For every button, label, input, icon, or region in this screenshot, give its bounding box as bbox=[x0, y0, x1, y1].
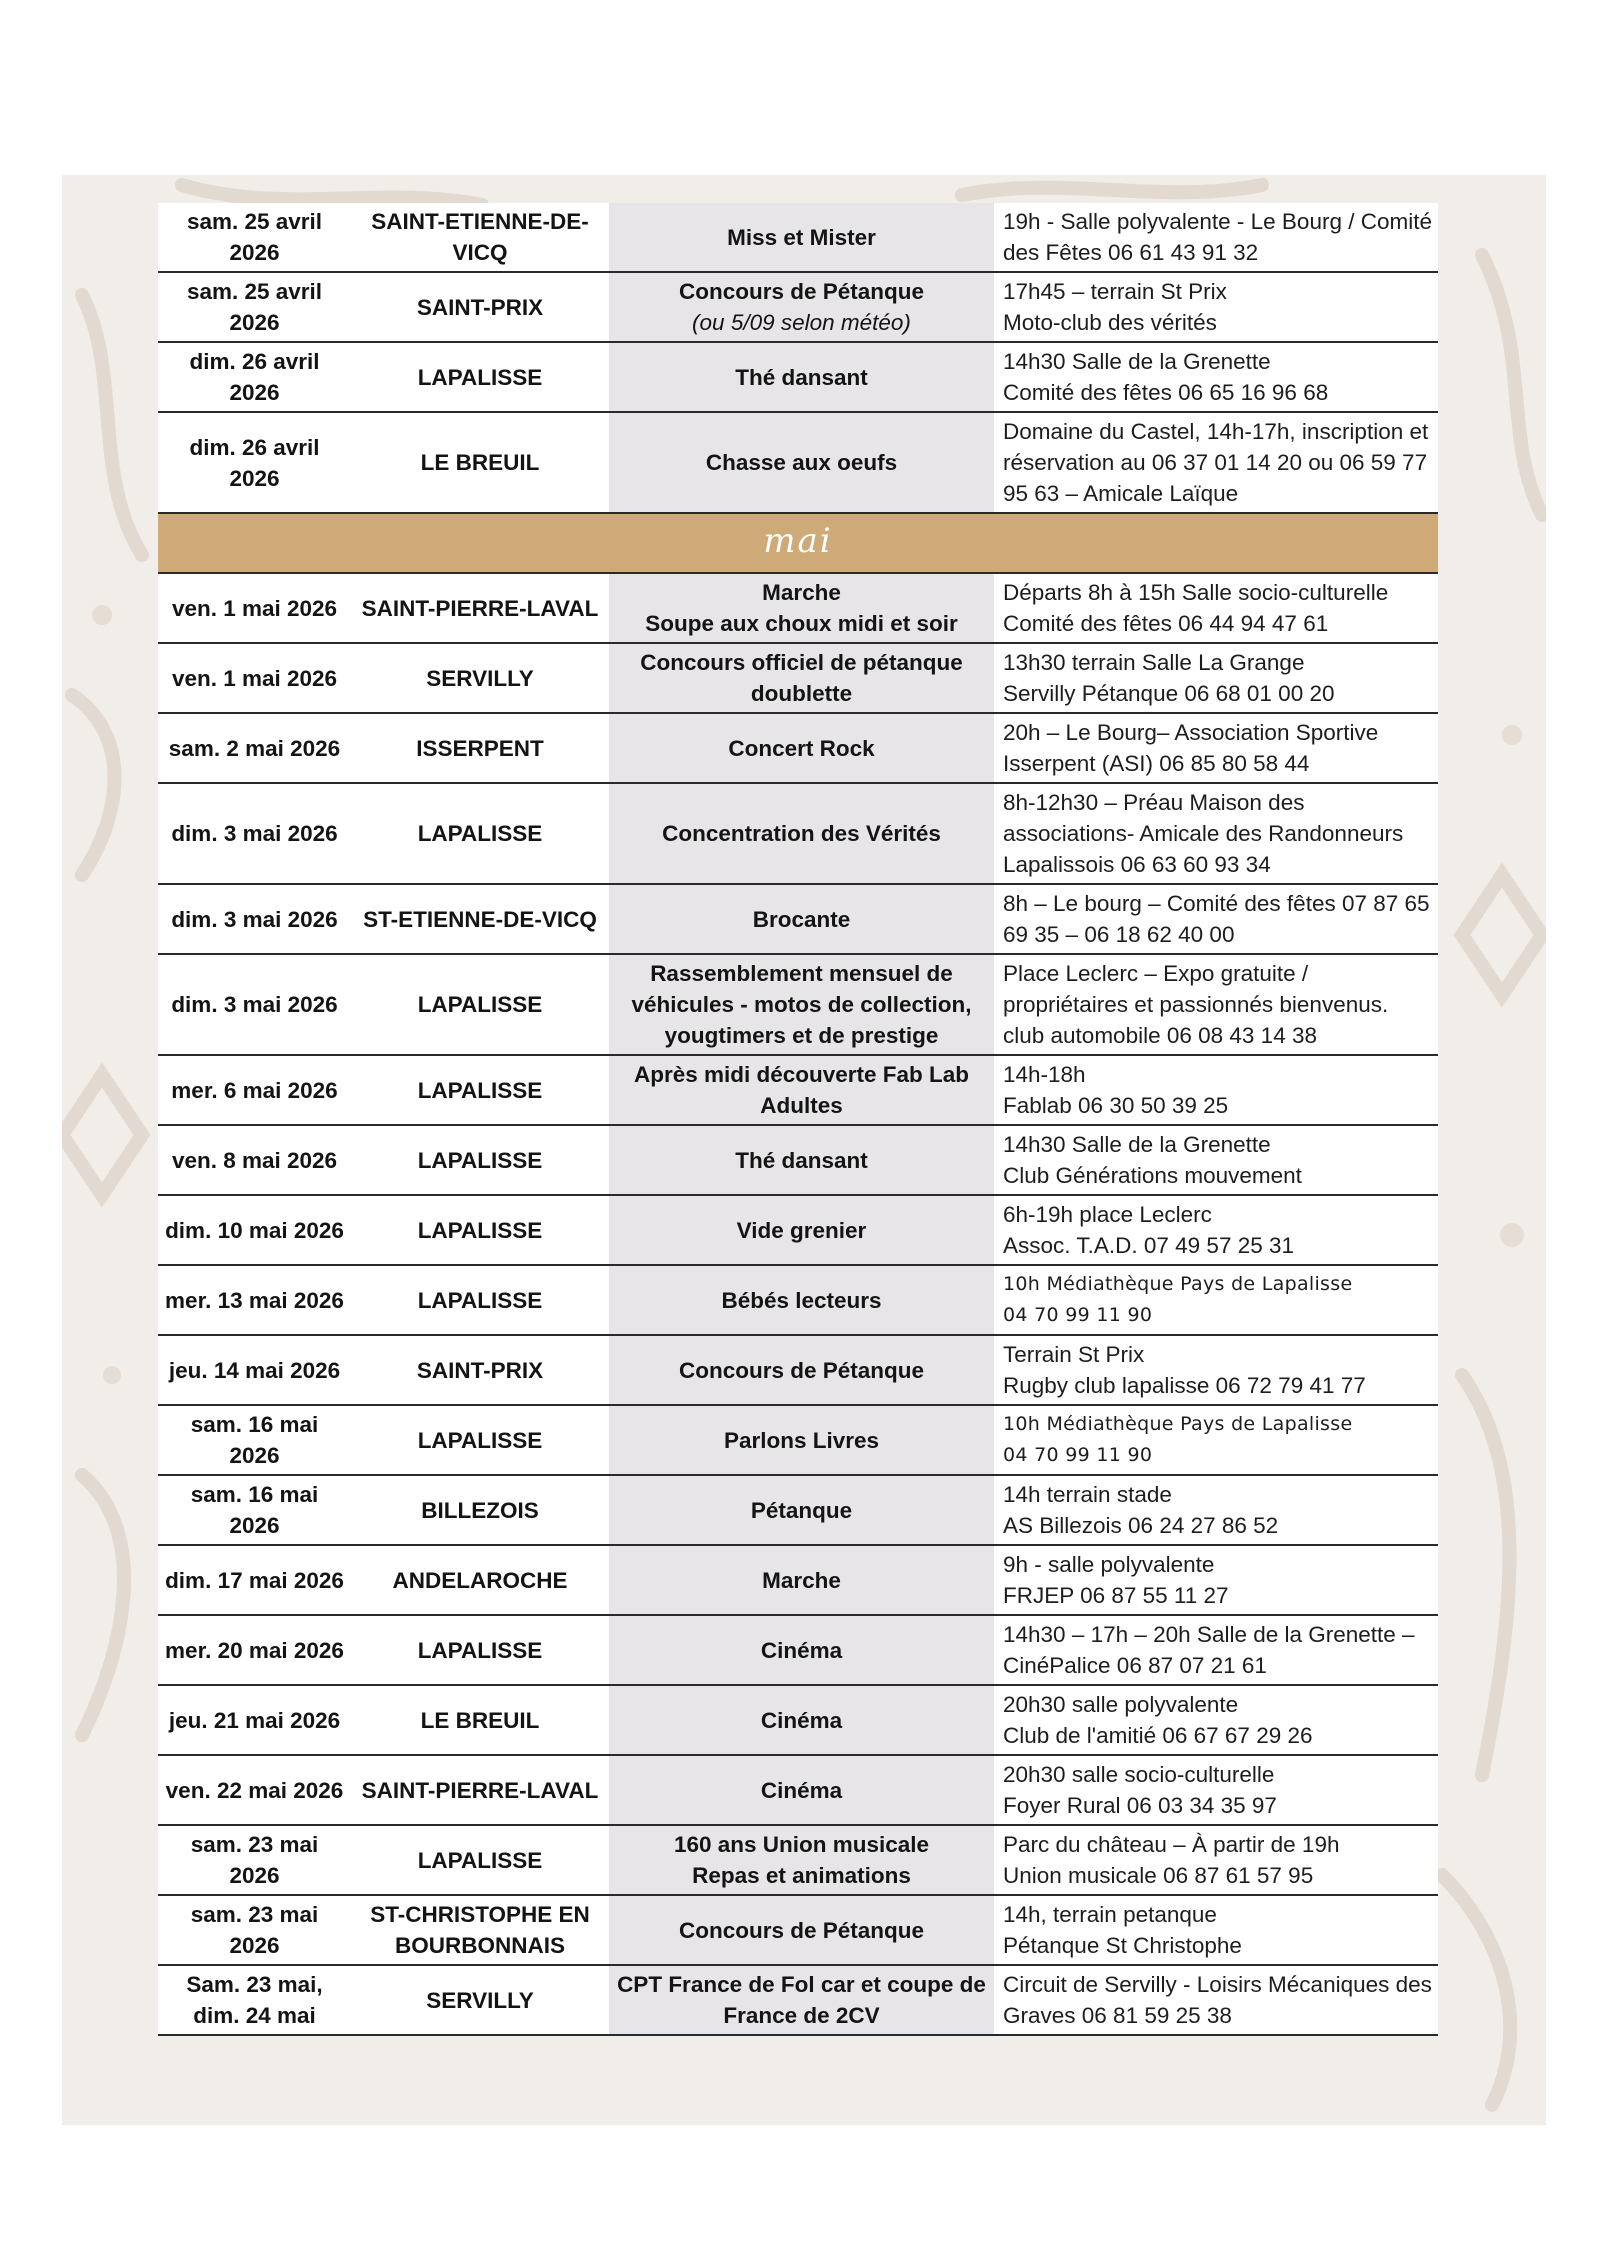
event-details bbox=[994, 1895, 1438, 1965]
event-date: ven. 1 mai 2026 bbox=[158, 643, 351, 713]
event-name-line: Concours officiel de pétanque doublette bbox=[640, 650, 963, 706]
event-date: sam. 2 mai 2026 bbox=[158, 713, 351, 783]
event-name bbox=[609, 1055, 994, 1125]
april-events bbox=[158, 203, 1438, 513]
event-details-line: club automobile 06 08 43 14 38 bbox=[1003, 1023, 1317, 1048]
event-name bbox=[609, 203, 994, 272]
event-date: jeu. 14 mai 2026 bbox=[158, 1335, 351, 1405]
event-name bbox=[609, 643, 994, 713]
event-date: dim. 10 mai 2026 bbox=[158, 1195, 351, 1265]
event-details bbox=[994, 1335, 1438, 1405]
event-name bbox=[609, 783, 994, 884]
event-details-line: Départs 8h à 15h Salle socio-culturelle bbox=[1003, 580, 1389, 605]
event-details bbox=[994, 342, 1438, 412]
event-date: dim. 26 avril 2026 bbox=[158, 412, 351, 513]
event-details-line: 14h30 – 17h – 20h Salle de la Grenette – bbox=[1003, 1622, 1415, 1647]
event-row bbox=[158, 1265, 1438, 1335]
month-label: mai bbox=[763, 521, 833, 561]
event-details bbox=[994, 1195, 1438, 1265]
event-name-line: Concours de Pétanque bbox=[678, 279, 925, 304]
event-name bbox=[609, 1125, 994, 1195]
event-place: ISSERPENT bbox=[351, 713, 609, 783]
event-name-line: Cinéma bbox=[760, 1707, 843, 1733]
event-date: ven. 8 mai 2026 bbox=[158, 1125, 351, 1195]
event-name bbox=[609, 954, 994, 1055]
event-details-line: 04 70 99 11 90 bbox=[1003, 1444, 1153, 1466]
event-details-line: Union musicale 06 87 61 57 95 bbox=[1003, 1863, 1314, 1888]
event-place: BILLEZOIS bbox=[351, 1475, 609, 1545]
event-details bbox=[994, 1125, 1438, 1195]
event-details-line: Circuit de Servilly - Loisirs Mécaniques des Graves 06 81 59 25 38 bbox=[1003, 1972, 1432, 2028]
event-row bbox=[158, 1825, 1438, 1895]
event-details-line: 14h, terrain petanque bbox=[1003, 1902, 1217, 1927]
event-name-line: Après midi découverte Fab Lab Adultes bbox=[633, 1062, 970, 1118]
event-name bbox=[609, 713, 994, 783]
event-name bbox=[609, 1335, 994, 1405]
event-place: SAINT-PIERRE-LAVAL bbox=[351, 1755, 609, 1825]
event-details-line: Rugby club lapalisse 06 72 79 41 77 bbox=[1003, 1373, 1366, 1398]
event-place: LAPALISSE bbox=[351, 1265, 609, 1335]
event-details bbox=[994, 1825, 1438, 1895]
event-place: LAPALISSE bbox=[351, 342, 609, 412]
event-name-line: CPT France de Fol car et coupe de France de 2CV bbox=[617, 1972, 986, 2028]
event-date: dim. 17 mai 2026 bbox=[158, 1545, 351, 1615]
event-details-line: Moto-club des vérités bbox=[1003, 310, 1217, 335]
event-place: LAPALISSE bbox=[351, 1825, 609, 1895]
event-name-line: Thé dansant bbox=[735, 364, 868, 390]
event-place: SAINT-PIERRE-LAVAL bbox=[351, 573, 609, 643]
event-date: mer. 20 mai 2026 bbox=[158, 1615, 351, 1685]
event-details bbox=[994, 1615, 1438, 1685]
event-place: SERVILLY bbox=[351, 643, 609, 713]
event-name bbox=[609, 1825, 994, 1895]
event-date: mer. 6 mai 2026 bbox=[158, 1055, 351, 1125]
event-name-line: Rassemblement mensuel de véhicules - motos de collection, yougtimers et de prestige bbox=[631, 961, 972, 1048]
event-name-line: Repas et animations bbox=[692, 1863, 911, 1888]
event-details-line: 10h Médiathèque Pays de Lapalisse bbox=[1003, 1273, 1353, 1295]
event-name bbox=[609, 1475, 994, 1545]
event-date: sam. 16 mai 2026 bbox=[158, 1405, 351, 1475]
event-details-line: Servilly Pétanque 06 68 01 00 20 bbox=[1003, 681, 1335, 706]
event-name bbox=[609, 1615, 994, 1685]
event-row bbox=[158, 884, 1438, 954]
event-date: mer. 13 mai 2026 bbox=[158, 1265, 351, 1335]
event-name-line: Concours de Pétanque bbox=[678, 1917, 925, 1943]
event-details-line: 10h Médiathèque Pays de Lapalisse bbox=[1003, 1413, 1353, 1435]
event-name-line: Cinéma bbox=[760, 1637, 843, 1663]
event-name-line: Soupe aux choux midi et soir bbox=[645, 611, 958, 636]
event-date: dim. 3 mai 2026 bbox=[158, 783, 351, 884]
event-date: dim. 3 mai 2026 bbox=[158, 884, 351, 954]
event-name-line: 160 ans Union musicale bbox=[673, 1832, 930, 1857]
event-name bbox=[609, 573, 994, 643]
event-row bbox=[158, 1615, 1438, 1685]
event-details-line: 20h30 salle socio-culturelle bbox=[1003, 1762, 1275, 1787]
event-details-line: 14h30 Salle de la Grenette bbox=[1003, 349, 1271, 374]
event-details-line: 6h-19h place Leclerc bbox=[1003, 1202, 1212, 1227]
event-details-line: Place Leclerc – Expo gratuite / propriétaires et passionnés bienvenus. bbox=[1003, 961, 1389, 1017]
month-banner-row bbox=[158, 513, 1438, 573]
event-row bbox=[158, 1125, 1438, 1195]
event-place: LE BREUIL bbox=[351, 1685, 609, 1755]
event-details bbox=[994, 884, 1438, 954]
event-date: dim. 26 avril 2026 bbox=[158, 342, 351, 412]
event-details bbox=[994, 272, 1438, 342]
event-date: sam. 25 avril 2026 bbox=[158, 272, 351, 342]
event-details bbox=[994, 1685, 1438, 1755]
event-row bbox=[158, 1475, 1438, 1545]
event-row bbox=[158, 573, 1438, 643]
event-name-line: Marche bbox=[762, 580, 841, 605]
event-name bbox=[609, 1685, 994, 1755]
event-place: LAPALISSE bbox=[351, 954, 609, 1055]
event-name-line: Chasse aux oeufs bbox=[705, 450, 898, 475]
event-name bbox=[609, 1895, 994, 1965]
event-details bbox=[994, 1965, 1438, 2035]
events-table bbox=[158, 203, 1438, 2036]
event-name bbox=[609, 342, 994, 412]
event-place: LE BREUIL bbox=[351, 412, 609, 513]
event-details-line: Assoc. T.A.D. 07 49 57 25 31 bbox=[1003, 1233, 1295, 1258]
event-place: LAPALISSE bbox=[351, 1615, 609, 1685]
event-note: (ou 5/09 selon météo) bbox=[692, 310, 911, 335]
event-name-line: Concours de Pétanque bbox=[678, 1357, 925, 1383]
event-name bbox=[609, 1965, 994, 2035]
event-name-line: Thé dansant bbox=[735, 1147, 868, 1173]
event-place: LAPALISSE bbox=[351, 1195, 609, 1265]
event-name bbox=[609, 884, 994, 954]
event-name bbox=[609, 1405, 994, 1475]
event-place: LAPALISSE bbox=[351, 1405, 609, 1475]
event-details-line: Comité des fêtes 06 44 94 47 61 bbox=[1003, 611, 1329, 636]
event-row bbox=[158, 1335, 1438, 1405]
event-details-line: 8h-12h30 – Préau Maison des associations- Amicale des Randonneurs Lapalissois 06 63 60 93 34 bbox=[1003, 790, 1404, 877]
month-section bbox=[158, 513, 1438, 573]
event-details-line: Pétanque St Christophe bbox=[1003, 1933, 1242, 1958]
event-details-line: 14h-18h bbox=[1003, 1062, 1086, 1087]
event-name-line: Pétanque bbox=[750, 1497, 853, 1523]
event-name-line: Vide grenier bbox=[736, 1217, 867, 1243]
event-details-line: 14h30 Salle de la Grenette bbox=[1003, 1132, 1271, 1157]
event-details-line: Club de l'amitié 06 67 67 29 26 bbox=[1003, 1723, 1313, 1748]
event-date: ven. 22 mai 2026 bbox=[158, 1755, 351, 1825]
event-details bbox=[994, 954, 1438, 1055]
events-calendar-sheet bbox=[158, 203, 1438, 2036]
event-row bbox=[158, 272, 1438, 342]
event-row bbox=[158, 954, 1438, 1055]
event-name bbox=[609, 1755, 994, 1825]
event-name-line: Cinéma bbox=[760, 1777, 843, 1803]
event-name-line: Concert Rock bbox=[728, 735, 875, 761]
event-date: Sam. 23 mai, dim. 24 mai bbox=[158, 1965, 351, 2035]
event-details-line: 8h – Le bourg – Comité des fêtes 07 87 65 69 35 – 06 18 62 40 00 bbox=[1003, 891, 1430, 947]
event-details-line: Foyer Rural 06 03 34 35 97 bbox=[1003, 1793, 1277, 1818]
event-details bbox=[994, 1475, 1438, 1545]
event-row bbox=[158, 713, 1438, 783]
event-name bbox=[609, 1545, 994, 1615]
event-place: SAINT-PRIX bbox=[351, 272, 609, 342]
event-details-line: 13h30 terrain Salle La Grange bbox=[1003, 650, 1305, 675]
event-row bbox=[158, 1405, 1438, 1475]
event-row bbox=[158, 203, 1438, 272]
event-details bbox=[994, 783, 1438, 884]
event-name-line: Miss et Mister bbox=[727, 224, 876, 250]
event-details bbox=[994, 1265, 1438, 1335]
event-details bbox=[994, 412, 1438, 513]
event-details bbox=[994, 203, 1438, 272]
event-name bbox=[609, 1265, 994, 1335]
event-details-line: 14h terrain stade bbox=[1003, 1482, 1172, 1507]
event-details-line: 9h - salle polyvalente bbox=[1003, 1552, 1215, 1577]
event-details-line: AS Billezois 06 24 27 86 52 bbox=[1003, 1513, 1279, 1538]
event-date: sam. 25 avril 2026 bbox=[158, 203, 351, 272]
event-row bbox=[158, 1895, 1438, 1965]
event-details bbox=[994, 713, 1438, 783]
event-details-line: Comité des fêtes 06 65 16 96 68 bbox=[1003, 380, 1329, 405]
event-row bbox=[158, 1755, 1438, 1825]
may-events bbox=[158, 573, 1438, 2035]
event-details-line: Terrain St Prix bbox=[1003, 1342, 1145, 1367]
event-place: ST-CHRISTOPHE EN BOURBONNAIS bbox=[351, 1895, 609, 1965]
event-details bbox=[994, 643, 1438, 713]
event-date: jeu. 21 mai 2026 bbox=[158, 1685, 351, 1755]
event-details-line: Parc du château – À partir de 19h bbox=[1003, 1832, 1340, 1857]
event-details-line: 04 70 99 11 90 bbox=[1003, 1304, 1153, 1326]
event-date: sam. 23 mai 2026 bbox=[158, 1825, 351, 1895]
event-date: ven. 1 mai 2026 bbox=[158, 573, 351, 643]
event-date: sam. 16 mai 2026 bbox=[158, 1475, 351, 1545]
event-date: sam. 23 mai 2026 bbox=[158, 1895, 351, 1965]
event-name-line: Parlons Livres bbox=[723, 1427, 880, 1453]
event-details bbox=[994, 1055, 1438, 1125]
event-place: SERVILLY bbox=[351, 1965, 609, 2035]
event-details-line: 20h – Le Bourg– Association Sportive Isserpent (ASI) 06 85 80 58 44 bbox=[1003, 720, 1379, 776]
event-row bbox=[158, 1195, 1438, 1265]
event-row bbox=[158, 643, 1438, 713]
event-name bbox=[609, 412, 994, 513]
event-details-line: Fablab 06 30 50 39 25 bbox=[1003, 1093, 1229, 1118]
event-place: LAPALISSE bbox=[351, 1125, 609, 1195]
event-details bbox=[994, 1755, 1438, 1825]
event-details bbox=[994, 573, 1438, 643]
event-place: LAPALISSE bbox=[351, 1055, 609, 1125]
event-details-line: 19h - Salle polyvalente - Le Bourg / Comité des Fêtes 06 61 43 91 32 bbox=[1003, 209, 1432, 265]
event-row bbox=[158, 1965, 1438, 2035]
event-name bbox=[609, 1195, 994, 1265]
event-details-line: Domaine du Castel, 14h-17h, inscription et réservation au 06 37 01 14 20 ou 06 59 77 95 63 – Amicale Laïque bbox=[1003, 419, 1429, 506]
event-name-line: Brocante bbox=[752, 906, 851, 932]
event-details bbox=[994, 1545, 1438, 1615]
event-name-line: Marche bbox=[762, 1567, 841, 1593]
event-name-line: Concentration des Vérités bbox=[662, 821, 941, 846]
event-row bbox=[158, 1545, 1438, 1615]
event-row bbox=[158, 412, 1438, 513]
event-details-line: Club Générations mouvement bbox=[1003, 1163, 1302, 1188]
event-place: SAINT-ETIENNE-DE-VICQ bbox=[351, 203, 609, 272]
event-name bbox=[609, 272, 994, 342]
event-details-line: 20h30 salle polyvalente bbox=[1003, 1692, 1239, 1717]
event-place: ANDELAROCHE bbox=[351, 1545, 609, 1615]
event-name-line: Bébés lecteurs bbox=[721, 1287, 882, 1313]
event-row bbox=[158, 342, 1438, 412]
event-date: dim. 3 mai 2026 bbox=[158, 954, 351, 1055]
event-details-line: CinéPalice 06 87 07 21 61 bbox=[1003, 1653, 1267, 1678]
month-banner bbox=[158, 513, 1438, 573]
event-place: LAPALISSE bbox=[351, 783, 609, 884]
event-details-line: 17h45 – terrain St Prix bbox=[1003, 279, 1227, 304]
event-details-line: FRJEP 06 87 55 11 27 bbox=[1003, 1583, 1229, 1608]
event-row bbox=[158, 1685, 1438, 1755]
event-row bbox=[158, 783, 1438, 884]
event-details bbox=[994, 1405, 1438, 1475]
event-place: ST-ETIENNE-DE-VICQ bbox=[351, 884, 609, 954]
event-row bbox=[158, 1055, 1438, 1125]
event-place: SAINT-PRIX bbox=[351, 1335, 609, 1405]
